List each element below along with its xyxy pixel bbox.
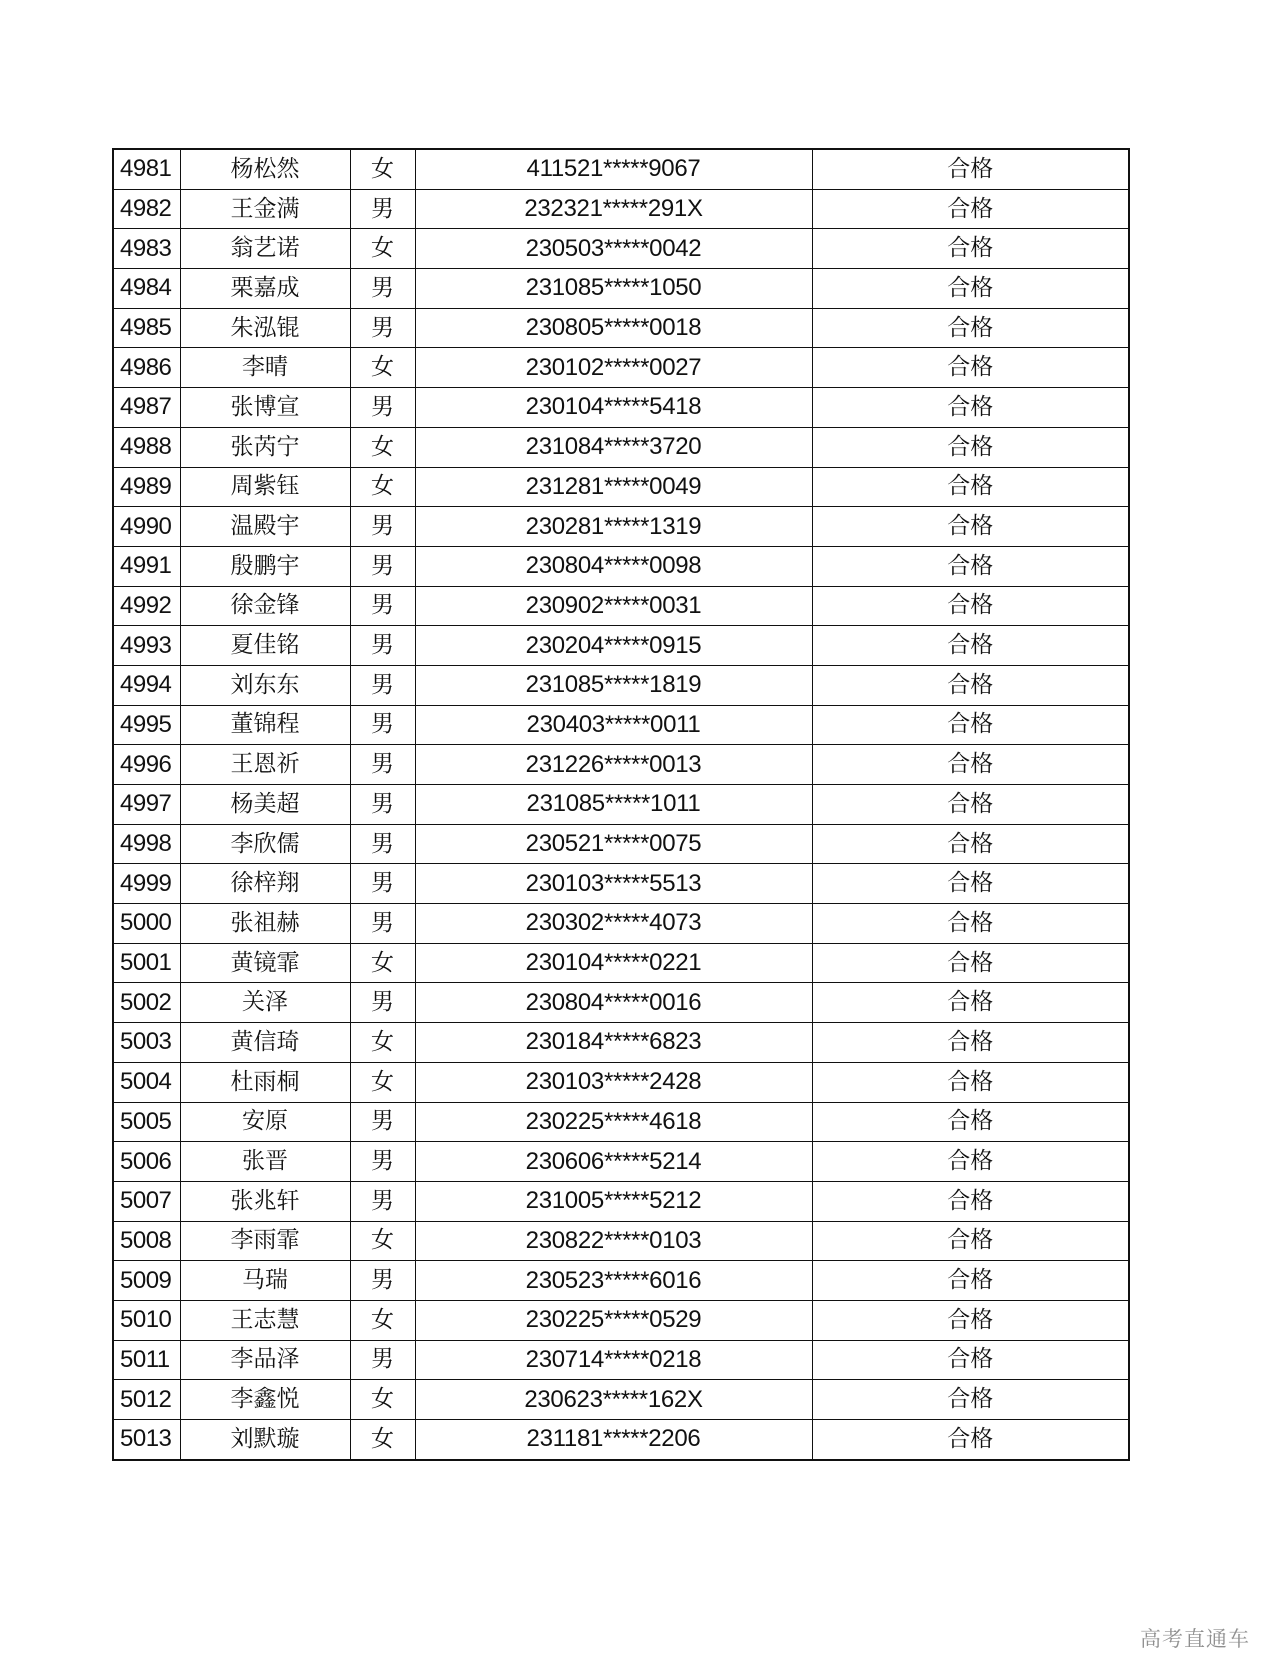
- serial-number-cell: 5008: [113, 1221, 180, 1261]
- result-cell: 合格: [812, 308, 1129, 348]
- roster-table-body: [113, 149, 1129, 1460]
- gender-cell: 男: [350, 1340, 415, 1380]
- name-cell: 杨美超: [180, 785, 350, 825]
- serial-number-cell: 5002: [113, 983, 180, 1023]
- result-cell: 合格: [812, 864, 1129, 904]
- table-row: [113, 864, 1129, 904]
- gender-cell: 女: [350, 1380, 415, 1420]
- gender-cell: 男: [350, 785, 415, 825]
- serial-number-cell: 5011: [113, 1340, 180, 1380]
- table-row: [113, 546, 1129, 586]
- gender-cell: 男: [350, 388, 415, 428]
- id-number-cell: 230225*****0529: [415, 1300, 812, 1340]
- gender-cell: 男: [350, 824, 415, 864]
- result-cell: 合格: [812, 1420, 1129, 1460]
- name-cell: 李品泽: [180, 1340, 350, 1380]
- name-cell: 王恩祈: [180, 745, 350, 785]
- serial-number-cell: 4998: [113, 824, 180, 864]
- serial-number-cell: 4995: [113, 705, 180, 745]
- id-number-cell: 230104*****0221: [415, 943, 812, 983]
- serial-number-cell: 4991: [113, 546, 180, 586]
- table-row: [113, 229, 1129, 269]
- gender-cell: 男: [350, 1102, 415, 1142]
- serial-number-cell: 5010: [113, 1300, 180, 1340]
- result-cell: 合格: [812, 546, 1129, 586]
- id-number-cell: 230714*****0218: [415, 1340, 812, 1380]
- id-number-cell: 411521*****9067: [415, 149, 812, 189]
- serial-number-cell: 4990: [113, 507, 180, 547]
- id-number-cell: 231085*****1050: [415, 269, 812, 309]
- id-number-cell: 230204*****0915: [415, 626, 812, 666]
- serial-number-cell: 4999: [113, 864, 180, 904]
- name-cell: 关泽: [180, 983, 350, 1023]
- gender-cell: 女: [350, 229, 415, 269]
- serial-number-cell: 4994: [113, 665, 180, 705]
- name-cell: 殷鹏宇: [180, 546, 350, 586]
- table-row: [113, 1221, 1129, 1261]
- id-number-cell: 231005*****5212: [415, 1181, 812, 1221]
- serial-number-cell: 5005: [113, 1102, 180, 1142]
- result-cell: 合格: [812, 785, 1129, 825]
- name-cell: 李鑫悦: [180, 1380, 350, 1420]
- table-row: [113, 1340, 1129, 1380]
- gender-cell: 女: [350, 1221, 415, 1261]
- gender-cell: 男: [350, 308, 415, 348]
- serial-number-cell: 4992: [113, 586, 180, 626]
- result-cell: 合格: [812, 1142, 1129, 1182]
- id-number-cell: 230804*****0098: [415, 546, 812, 586]
- result-cell: 合格: [812, 269, 1129, 309]
- table-row: [113, 1420, 1129, 1460]
- result-cell: 合格: [812, 467, 1129, 507]
- id-number-cell: 230523*****6016: [415, 1261, 812, 1301]
- result-cell: 合格: [812, 626, 1129, 666]
- result-cell: 合格: [812, 1023, 1129, 1063]
- serial-number-cell: 4981: [113, 149, 180, 189]
- name-cell: 徐金锋: [180, 586, 350, 626]
- table-row: [113, 388, 1129, 428]
- result-cell: 合格: [812, 1062, 1129, 1102]
- id-number-cell: 230102*****0027: [415, 348, 812, 388]
- name-cell: 杜雨桐: [180, 1062, 350, 1102]
- gender-cell: 女: [350, 943, 415, 983]
- name-cell: 温殿宇: [180, 507, 350, 547]
- serial-number-cell: 4983: [113, 229, 180, 269]
- name-cell: 张博宣: [180, 388, 350, 428]
- gender-cell: 男: [350, 1181, 415, 1221]
- name-cell: 李欣儒: [180, 824, 350, 864]
- serial-number-cell: 5000: [113, 904, 180, 944]
- id-number-cell: 231084*****3720: [415, 427, 812, 467]
- gender-cell: 男: [350, 864, 415, 904]
- table-row: [113, 1261, 1129, 1301]
- id-number-cell: 230302*****4073: [415, 904, 812, 944]
- serial-number-cell: 4989: [113, 467, 180, 507]
- table-row: [113, 1062, 1129, 1102]
- table-row: [113, 348, 1129, 388]
- id-number-cell: 230184*****6823: [415, 1023, 812, 1063]
- gender-cell: 男: [350, 1261, 415, 1301]
- name-cell: 张芮宁: [180, 427, 350, 467]
- table-row: [113, 904, 1129, 944]
- roster-table: [112, 148, 1130, 1461]
- id-number-cell: 231085*****1011: [415, 785, 812, 825]
- name-cell: 黄信琦: [180, 1023, 350, 1063]
- serial-number-cell: 4987: [113, 388, 180, 428]
- result-cell: 合格: [812, 1380, 1129, 1420]
- serial-number-cell: 5012: [113, 1380, 180, 1420]
- id-number-cell: 230104*****5418: [415, 388, 812, 428]
- table-row: [113, 427, 1129, 467]
- name-cell: 张晋: [180, 1142, 350, 1182]
- result-cell: 合格: [812, 745, 1129, 785]
- name-cell: 安原: [180, 1102, 350, 1142]
- gender-cell: 女: [350, 149, 415, 189]
- name-cell: 徐梓翔: [180, 864, 350, 904]
- table-row: [113, 586, 1129, 626]
- serial-number-cell: 4985: [113, 308, 180, 348]
- result-cell: 合格: [812, 388, 1129, 428]
- result-cell: 合格: [812, 1181, 1129, 1221]
- table-row: [113, 1181, 1129, 1221]
- id-number-cell: 230225*****4618: [415, 1102, 812, 1142]
- serial-number-cell: 4988: [113, 427, 180, 467]
- result-cell: 合格: [812, 665, 1129, 705]
- name-cell: 周紫钰: [180, 467, 350, 507]
- name-cell: 张兆轩: [180, 1181, 350, 1221]
- id-number-cell: 230822*****0103: [415, 1221, 812, 1261]
- table-row: [113, 824, 1129, 864]
- result-cell: 合格: [812, 904, 1129, 944]
- table-row: [113, 785, 1129, 825]
- name-cell: 栗嘉成: [180, 269, 350, 309]
- name-cell: 杨松然: [180, 149, 350, 189]
- name-cell: 黄镜霏: [180, 943, 350, 983]
- result-cell: 合格: [812, 1300, 1129, 1340]
- gender-cell: 男: [350, 586, 415, 626]
- id-number-cell: 232321*****291X: [415, 189, 812, 229]
- serial-number-cell: 5003: [113, 1023, 180, 1063]
- table-row: [113, 943, 1129, 983]
- table-row: [113, 626, 1129, 666]
- result-cell: 合格: [812, 1221, 1129, 1261]
- table-row: [113, 1142, 1129, 1182]
- id-number-cell: 230281*****1319: [415, 507, 812, 547]
- serial-number-cell: 4996: [113, 745, 180, 785]
- serial-number-cell: 5009: [113, 1261, 180, 1301]
- id-number-cell: 231181*****2206: [415, 1420, 812, 1460]
- name-cell: 马瑞: [180, 1261, 350, 1301]
- gender-cell: 男: [350, 626, 415, 666]
- name-cell: 夏佳铭: [180, 626, 350, 666]
- result-cell: 合格: [812, 943, 1129, 983]
- id-number-cell: 230403*****0011: [415, 705, 812, 745]
- gender-cell: 男: [350, 983, 415, 1023]
- serial-number-cell: 4993: [113, 626, 180, 666]
- id-number-cell: 231281*****0049: [415, 467, 812, 507]
- name-cell: 王金满: [180, 189, 350, 229]
- serial-number-cell: 4982: [113, 189, 180, 229]
- id-number-cell: 230103*****5513: [415, 864, 812, 904]
- gender-cell: 男: [350, 665, 415, 705]
- table-row: [113, 269, 1129, 309]
- table-row: [113, 507, 1129, 547]
- id-number-cell: 230503*****0042: [415, 229, 812, 269]
- gender-cell: 女: [350, 1300, 415, 1340]
- table-row: [113, 665, 1129, 705]
- table-row: [113, 1300, 1129, 1340]
- gender-cell: 男: [350, 507, 415, 547]
- result-cell: 合格: [812, 586, 1129, 626]
- table-row: [113, 308, 1129, 348]
- result-cell: 合格: [812, 824, 1129, 864]
- gender-cell: 女: [350, 1420, 415, 1460]
- name-cell: 翁艺诺: [180, 229, 350, 269]
- table-row: [113, 1380, 1129, 1420]
- serial-number-cell: 4997: [113, 785, 180, 825]
- serial-number-cell: 5007: [113, 1181, 180, 1221]
- serial-number-cell: 5013: [113, 1420, 180, 1460]
- table-row: [113, 467, 1129, 507]
- id-number-cell: 230902*****0031: [415, 586, 812, 626]
- watermark-label: 高考直通车: [1140, 1627, 1250, 1651]
- gender-cell: 女: [350, 1023, 415, 1063]
- table-row: [113, 1102, 1129, 1142]
- name-cell: 李晴: [180, 348, 350, 388]
- id-number-cell: 231226*****0013: [415, 745, 812, 785]
- id-number-cell: 230805*****0018: [415, 308, 812, 348]
- serial-number-cell: 4986: [113, 348, 180, 388]
- result-cell: 合格: [812, 507, 1129, 547]
- table-row: [113, 745, 1129, 785]
- result-cell: 合格: [812, 1261, 1129, 1301]
- gender-cell: 男: [350, 269, 415, 309]
- table-row: [113, 149, 1129, 189]
- gender-cell: 女: [350, 467, 415, 507]
- serial-number-cell: 4984: [113, 269, 180, 309]
- id-number-cell: 230103*****2428: [415, 1062, 812, 1102]
- result-cell: 合格: [812, 1102, 1129, 1142]
- result-cell: 合格: [812, 983, 1129, 1023]
- name-cell: 李雨霏: [180, 1221, 350, 1261]
- result-cell: 合格: [812, 427, 1129, 467]
- table-row: [113, 983, 1129, 1023]
- id-number-cell: 230623*****162X: [415, 1380, 812, 1420]
- name-cell: 张祖赫: [180, 904, 350, 944]
- serial-number-cell: 5001: [113, 943, 180, 983]
- name-cell: 朱泓锟: [180, 308, 350, 348]
- table-row: [113, 705, 1129, 745]
- result-cell: 合格: [812, 189, 1129, 229]
- gender-cell: 男: [350, 546, 415, 586]
- serial-number-cell: 5006: [113, 1142, 180, 1182]
- result-cell: 合格: [812, 1340, 1129, 1380]
- name-cell: 王志慧: [180, 1300, 350, 1340]
- gender-cell: 男: [350, 705, 415, 745]
- table-row: [113, 189, 1129, 229]
- gender-cell: 女: [350, 348, 415, 388]
- result-cell: 合格: [812, 348, 1129, 388]
- gender-cell: 女: [350, 427, 415, 467]
- id-number-cell: 231085*****1819: [415, 665, 812, 705]
- id-number-cell: 230521*****0075: [415, 824, 812, 864]
- result-cell: 合格: [812, 149, 1129, 189]
- gender-cell: 男: [350, 904, 415, 944]
- name-cell: 刘东东: [180, 665, 350, 705]
- id-number-cell: 230804*****0016: [415, 983, 812, 1023]
- id-number-cell: 230606*****5214: [415, 1142, 812, 1182]
- gender-cell: 女: [350, 1062, 415, 1102]
- name-cell: 董锦程: [180, 705, 350, 745]
- result-cell: 合格: [812, 705, 1129, 745]
- name-cell: 刘默璇: [180, 1420, 350, 1460]
- gender-cell: 男: [350, 189, 415, 229]
- serial-number-cell: 5004: [113, 1062, 180, 1102]
- gender-cell: 男: [350, 1142, 415, 1182]
- table-row: [113, 1023, 1129, 1063]
- gender-cell: 男: [350, 745, 415, 785]
- result-cell: 合格: [812, 229, 1129, 269]
